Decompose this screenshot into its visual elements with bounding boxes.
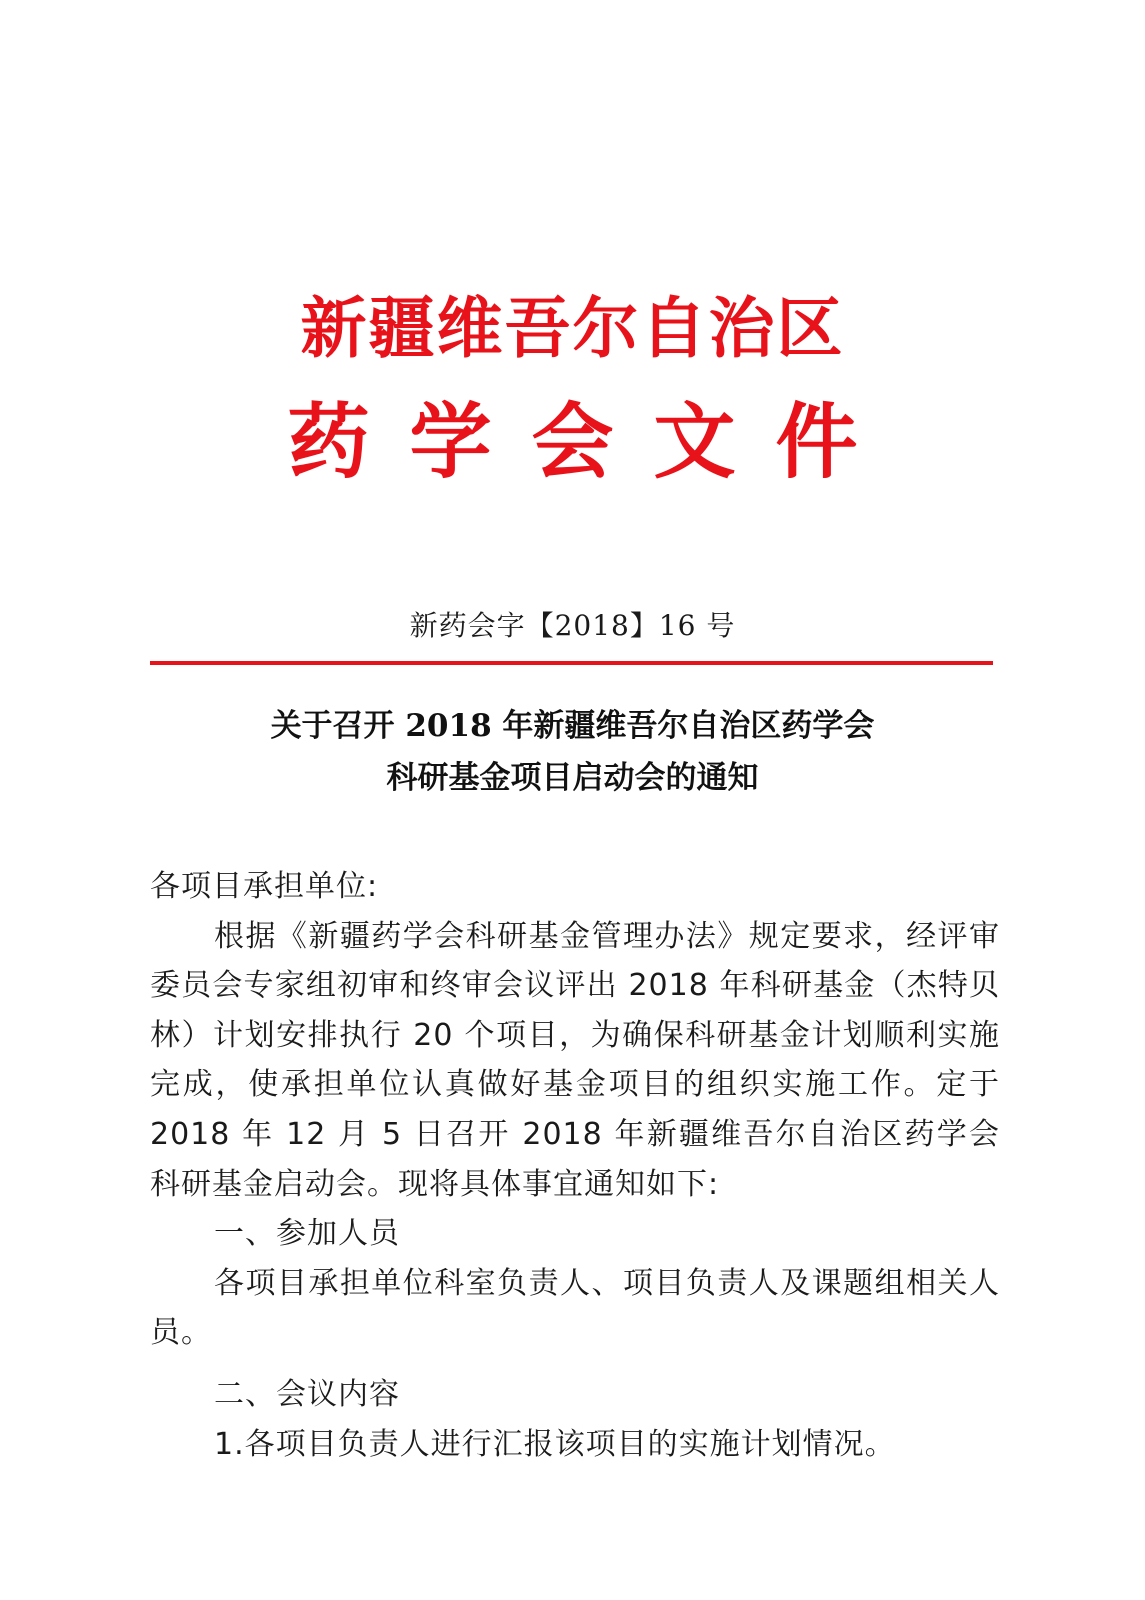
notice-title-line2: 科研基金项目启动会的通知 [386, 760, 759, 796]
spacer [150, 1358, 1000, 1370]
masthead-document-type: 药学会文件 [287, 394, 898, 490]
masthead-organization: 新疆维吾尔自治区 [300, 289, 845, 367]
document-number: 新药会字【2018】16 号 [409, 609, 736, 642]
salutation: 各项目承担单位: [150, 869, 379, 904]
notice-title-line1: 关于召开 2018 年新疆维吾尔自治区药学会 [270, 708, 875, 744]
red-divider-line [150, 661, 993, 665]
section-heading-content: 二、会议内容 [214, 1376, 400, 1412]
section-text-participants: 各项目承担单位科室负责人、项目负责人及课题组相关人员。 [150, 1265, 1000, 1351]
notice-title [0, 700, 1145, 804]
section-item-content-1: 1.各项目负责人进行汇报该项目的实施计划情况。 [214, 1426, 896, 1462]
notice-body [150, 862, 1000, 1469]
paragraph-intro: 根据《新疆药学会科研基金管理办法》规定要求，经评审委员会专家组初审和终审会议评出 2018 年科研基金（杰特贝林）计划安排执行 20 个项目，为确保科研基金计划顺利实施完成，使承担单位认真做好基金项目的组织实施工作。定于 2018 年 12 月 5 日召开 2018 年新疆维吾尔自治区药学会科研基金启动会。现将具体事宜通知如下: [150, 918, 1000, 1202]
section-heading-participants: 一、参加人员 [214, 1216, 400, 1252]
